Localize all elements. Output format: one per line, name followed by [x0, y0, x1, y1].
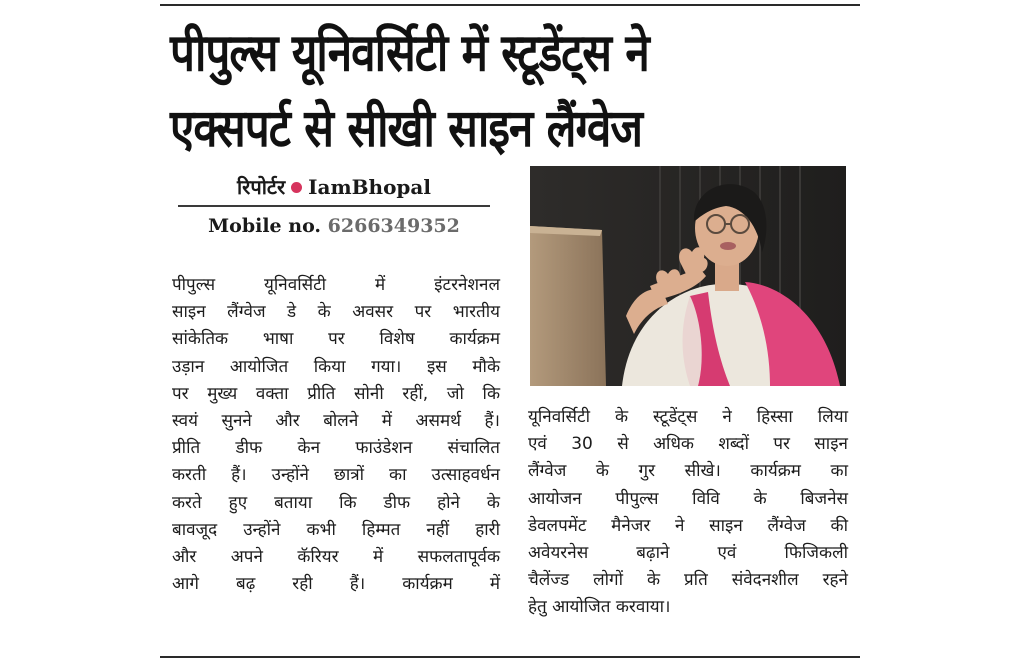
article-line: बावजूद उन्होंने कभी हिम्मत नहीं हारी: [172, 519, 500, 540]
article-line: प्रीति डीफ केन फाउंडेशन संचालित: [172, 438, 500, 459]
newspaper-clipping: [160, 4, 860, 658]
article-photo: [530, 166, 846, 386]
article-line: करती हैं। उन्होंने छात्रों का उत्साहवर्धन: [172, 465, 500, 486]
article-column-left: [172, 272, 500, 598]
article-line: उड़ान आयोजित किया गया। इस मौके: [172, 356, 500, 377]
article-line: आगे बढ़ रही हैं। कार्यक्रम में: [172, 574, 500, 595]
article-line: और अपने कॅरियर में सफलतापूर्वक: [172, 546, 500, 567]
bullet-dot-icon: [291, 182, 302, 193]
speaker-signing-photo-icon: [530, 166, 846, 386]
article-line: डेवलपमेंट मैनेजर ने साइन लैंग्वेज की: [528, 515, 848, 536]
reporter-label: रिपोर्टर: [237, 175, 286, 199]
mobile-number: 6266349352: [327, 215, 460, 237]
article-line: आयोजन पीपुल्स विवि के बिजनेस: [528, 488, 848, 509]
article-line: करते हुए बताया कि डीफ होने के: [172, 492, 500, 513]
headline-line-1: पीपुल्स यूनिवर्सिटी में स्टूडेंट्स ने: [170, 23, 649, 84]
article-line: सांकेतिक भाषा पर विशेष कार्यक्रम: [172, 329, 500, 350]
reporter-byline: [178, 170, 490, 204]
mobile-contact: [178, 210, 490, 242]
article-column-right: [528, 404, 848, 622]
headline: [170, 16, 850, 167]
article-line: एवं 30 से अधिक शब्दों पर साइन: [528, 434, 848, 455]
article-line: पीपुल्स यूनिवर्सिटी में इंटरनेशनल: [172, 275, 500, 295]
mobile-label: Mobile no.: [208, 215, 322, 237]
reporter-name: IamBhopal: [308, 175, 431, 199]
article-line: चैलेंज्ड लोगों के प्रति संवेदनशील रहने: [528, 570, 848, 591]
article-line: स्वयं सुनने और बोलने में असमर्थ हैं।: [172, 410, 500, 431]
headline-line-2: एक्सपर्ट से सीखी साइन लैंग्वेज: [170, 98, 642, 159]
article-line: लैंग्वेज के गुर सीखे। कार्यक्रम का: [528, 461, 848, 482]
article-line: यूनिवर्सिटी के स्टूडेंट्स ने हिस्सा लिया: [528, 407, 848, 427]
article-line: साइन लैंग्वेज डे के अवसर पर भारतीय: [172, 302, 500, 323]
article-line: अवेयरनेस बढ़ाने एवं फिजिकली: [528, 542, 848, 563]
article-line: हेतु आयोजित करवाया।: [528, 597, 671, 618]
byline-divider: [178, 205, 490, 207]
article-line: पर मुख्य वक्ता प्रीति सोनी रहीं, जो कि: [172, 383, 500, 404]
